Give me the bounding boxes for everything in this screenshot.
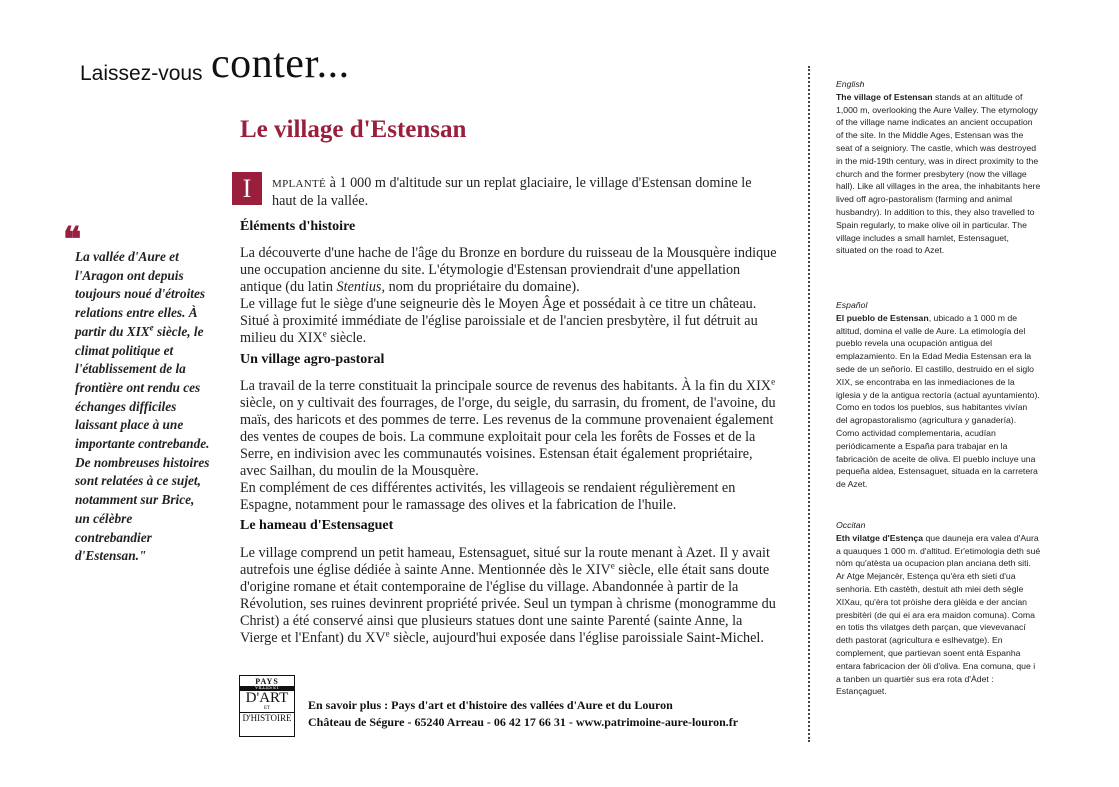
footer-line-1: En savoir plus : Pays d'art et d'histoire des vallées d'Aure et du Louron: [308, 698, 673, 712]
paragraph: La travail de la terre constituait la principale source de revenus des habitants. À la fin du XIXe siècle, on y cultivait des fourrages, de l'orge, du seigle, du sarrasin, du froment, de l'avoine, du maïs, des haricots et des pommes de terre. Les revenus de la commune provenaient également des ventes de coupes de bois. La commune exploitait pour cela les forêts de Fosses et de la Serre, en indivision avec les communautés voisines. Estensan était également propriétaire, avec Sailhan, du moulin de la Mousquère.: [240, 376, 776, 479]
section-heading-agro-pastoral: Un village agro-pastoral: [240, 352, 385, 367]
drop-cap: I: [232, 172, 262, 205]
lang-label: Español: [836, 300, 868, 310]
translation-spanish: Español El pueblo de Estensan, ubicado a 1 000 m de altitud, domina el valle de Aure. La etimología del pueblo revela una ocupación antigua del emplazamiento. En la Edad Media Estensan era la sede de un señorío. El castillo, destruido en el siglo XIX, se encontraba en las inmediaciones de la iglesia y de la antigua rectoría (actual ayuntamiento). Como en todos los pueblos, sus habitantes vivían del agropastoralismo (agricultura y ganadería). Como actividad complementaria, acudían periódicamente a España para trabajar en la fabricación de aceite de oliva. El pueblo incluye una pequeña aldea, Estensaguet, situada en la carretera de Azet.: [836, 300, 1040, 490]
paragraph: En complément de ces différentes activités, les villageois se rendaient régulièrement en Espagne, notamment pour le ramassage des olives et la fabrication de l'huile.: [240, 480, 736, 513]
pays-art-histoire-logo: PAYS VILLES ET D'ART ET D'HISTOIRE: [239, 675, 295, 737]
footer-info: [308, 697, 738, 731]
intro-text: à 1 000 m d'altitude sur un replat glaciaire, le village d'Estensan domine le haut de la vallée.: [272, 175, 752, 209]
dotted-divider: [808, 66, 810, 742]
header-laissez-vous: Laissez-vous: [80, 62, 203, 85]
translation-english: English The village of Estensan stands at an altitude of 1,000 m, overlooking the Aure Valley. The etymology of the village name indicates an ancient occupation of the site. In the Middle Ages, Estensan was the seat of a seigniory. The castle, which was destroyed in the mid-19th century, was in direct proximity to the church and the former presbytery (now the village hall). Like all villages in the area, the inhabitants here lived off agro-pastoralism (farming and animal husbandry). In addition to this, they also travelled to Spain regularly, to make olive oil in particular. The village includes a small hamlet, Estensaguet, situated on the road to Azet.: [836, 79, 1041, 256]
header-conter: conter...: [211, 41, 350, 87]
footer-line-2: Château de Ségure - 65240 Arreau - 06 42 17 66 31 - www.patrimoine-aure-louron.fr: [308, 715, 739, 729]
lang-label: English: [836, 79, 865, 89]
paragraph: Le village comprend un petit hameau, Estensaguet, situé sur la route menant à Azet. Il y avait autrefois une église dédiée à sainte Anne. Mentionnée dès le XIVe siècle, elle était sans doute d'origine romane et était contemporaine de l'église du village. Abandonnée à partir de la Révolution, ses ruines devinrent propriété privée. Seul un tympan à chrisme (monogramme du Christ) a été conservé ainsi que plusieurs statues dont une sainte Parenté (sainte Anne, la Vierge et l'Enfant) du XVe siècle, aujourd'hui exposée dans l'église paroissiale Saint-Michel.: [240, 545, 776, 646]
paragraph: La découverte d'une hache de l'âge du Bronze en bordure du ruisseau de la Mousquère indique une occupation ancienne du site. L'étymologie d'Estensan proviendrait d'une appellation antique (du latin Stentius, nom du propriétaire du domaine).: [240, 245, 777, 295]
section-heading-histoire: Éléments d'histoire: [240, 219, 356, 234]
section-body-hameau: [240, 545, 778, 647]
paragraph: Le village fut le siège d'une seigneurie dès le Moyen Âge et possédait à ce titre un château. Situé à proximité immédiate de l'église paroissiale et de l'ancien presbytère, il fut détruit au milieu du XIXe siècle.: [240, 296, 758, 346]
lang-label: Occitan: [836, 520, 866, 530]
section-body-histoire: [240, 245, 778, 347]
intro-smallcaps: MPLANTÉ: [272, 178, 327, 190]
quote-mark-icon: ❝: [63, 222, 82, 259]
pull-quote: La vallée d'Aure et l'Aragon ont depuis toujours noué d'étroites relations entre elles. À partir du XIXe siècle, le climat politique et l'établissement de la frontière ont rendu ces échanges difficiles laissant place à une importante contrebande. De nombreuses histoires sont relatées à ce sujet, notamment sur Brice, un célèbre contrebandier d'Estensan.": [75, 249, 210, 564]
section-heading-hameau: Le hameau d'Estensaguet: [240, 518, 394, 533]
section-body-agro-pastoral: [240, 378, 778, 514]
intro-paragraph: [272, 175, 772, 210]
translation-occitan: Occitan Eth vilatge d'Estença que dauneja era valea d'Aura a quauques 1 000 m. d'altitud. Er'etimologia deth sué nòm qu'atèsta ua ocupacion plan anciana deth siti. Ar Atge Mejancèr, Estença qu'èra eth sieti d'ua senhoria. Eth castèth, destuit ath miei deth sègle XIXau, qu'èra tot pròishe dera glèida e der ancian presbitèri (de qui ei ara era maidon comuna). Coma en totis ths vilatges deth parçan, que vievevanací deth pastorat (agricultura e eslhevatge). En complement, que partievan soent entà Espanha entara fabricacion der òli d'oliva. Ena comuna, que i a tanben un quartièr sus era rota d'Àdet : Estançaguet.: [836, 520, 1041, 697]
page-title: Le village d'Estensan: [240, 116, 467, 143]
